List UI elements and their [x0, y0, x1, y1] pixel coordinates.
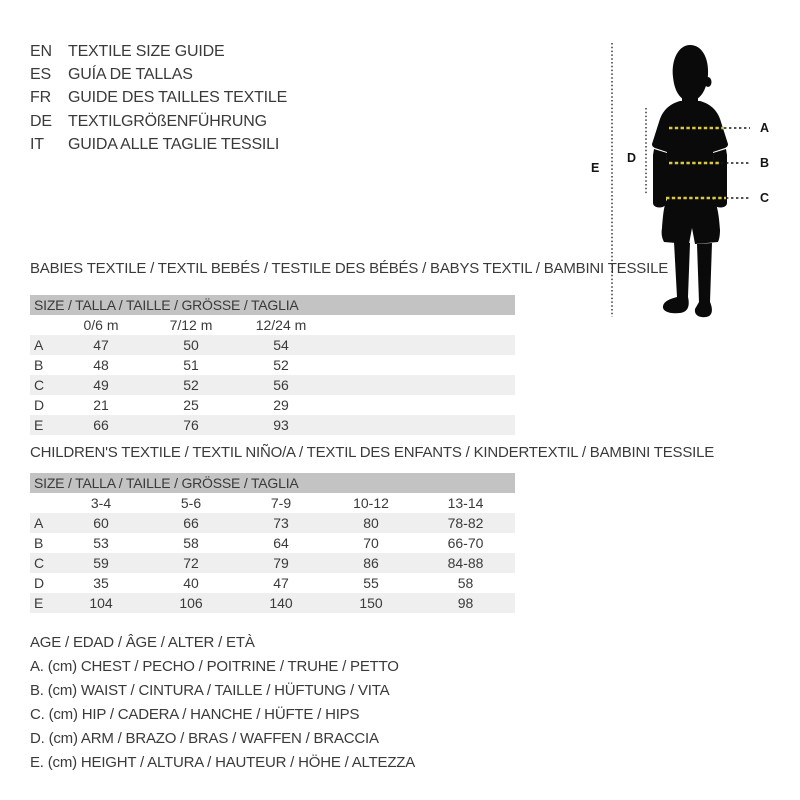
size-value	[416, 375, 515, 395]
row-label: B	[34, 357, 44, 373]
language-code: EN	[30, 42, 52, 60]
language-label: TEXTILGRÖßENFÜHRUNG	[68, 112, 267, 130]
size-value: 98	[457, 595, 474, 611]
size-value: 93	[273, 417, 289, 433]
language-label: TEXTILE SIZE GUIDE	[68, 42, 225, 60]
legend-line: C. (cm) HIP / CADERA / HANCHE / HÜFTE / HIPS	[30, 706, 360, 723]
size-value: 150	[359, 595, 383, 611]
size-value	[416, 395, 515, 415]
size-column-header	[416, 315, 515, 335]
language-label: GUÍA DE TALLAS	[68, 66, 193, 84]
row-label: D	[34, 575, 45, 591]
size-value: 60	[93, 515, 109, 531]
size-value: 35	[93, 575, 109, 591]
size-value: 79	[273, 555, 289, 571]
size-value: 106	[179, 595, 203, 611]
language-code: IT	[30, 136, 44, 154]
size-value: 70	[363, 535, 379, 551]
size-table-header-row	[30, 473, 515, 493]
size-value: 53	[93, 535, 109, 551]
size-column-header: 12/24 m	[255, 317, 307, 333]
table-row	[30, 533, 515, 553]
row-label-spacer	[30, 315, 56, 335]
row-label: B	[34, 535, 44, 551]
size-value	[326, 415, 416, 435]
size-value: 25	[183, 397, 199, 413]
babies-section-title: BABIES TEXTILE / TEXTIL BEBÉS / TESTILE DES BÉBÉS / BABYS TEXTIL / BAMBINI TESSILE	[30, 260, 669, 277]
language-label: GUIDE DES TAILLES TEXTILE	[68, 89, 288, 107]
measurement-figure	[585, 25, 800, 325]
table-row	[30, 553, 515, 573]
legend-line: B. (cm) WAIST / CINTURA / TAILLE / HÜFTUNG / VITA	[30, 682, 390, 699]
table-row	[30, 375, 515, 395]
size-value: 48	[93, 357, 109, 373]
table-row	[30, 415, 515, 435]
language-item	[30, 87, 287, 110]
size-value	[326, 335, 416, 355]
size-column-header	[326, 315, 416, 335]
row-label-spacer	[30, 493, 56, 513]
language-label: GUIDA ALLE TAGLIE TESSILI	[68, 136, 280, 154]
size-value: 55	[363, 575, 379, 591]
size-value	[416, 355, 515, 375]
height-label: E	[591, 161, 600, 175]
size-value: 86	[363, 555, 379, 571]
size-table-header: SIZE / TALLA / TAILLE / GRÖSSE / TAGLIA	[30, 473, 515, 493]
size-value: 84-88	[447, 555, 484, 571]
language-item	[30, 63, 287, 86]
size-column-header: 13-14	[447, 495, 484, 511]
row-label: E	[34, 417, 44, 433]
size-value: 66	[183, 515, 199, 531]
row-label: C	[34, 555, 45, 571]
size-column-header: 7/12 m	[169, 317, 213, 333]
size-value: 49	[93, 377, 109, 393]
size-value: 78-82	[447, 515, 484, 531]
size-value: 73	[273, 515, 289, 531]
size-value: 76	[183, 417, 199, 433]
table-row	[30, 355, 515, 375]
size-column-header-row	[30, 315, 515, 335]
table-row	[30, 335, 515, 355]
size-value: 52	[183, 377, 199, 393]
legend-line: D. (cm) ARM / BRAZO / BRAS / WAFFEN / BRACCIA	[30, 730, 379, 747]
size-value	[416, 335, 515, 355]
size-value: 66	[93, 417, 109, 433]
language-code: DE	[30, 112, 52, 130]
language-item	[30, 110, 287, 133]
size-value: 80	[363, 515, 379, 531]
size-value: 58	[457, 575, 474, 591]
size-column-header: 3-4	[90, 495, 112, 511]
chest-label: A	[760, 121, 770, 135]
size-value: 64	[273, 535, 289, 551]
row-label: A	[34, 515, 44, 531]
children-size-table	[30, 473, 515, 613]
size-value: 58	[183, 535, 199, 551]
legend-line: E. (cm) HEIGHT / ALTURA / HAUTEUR / HÖHE / ALTEZZA	[30, 754, 416, 771]
row-label: C	[34, 377, 45, 393]
row-label: D	[34, 397, 45, 413]
language-list	[30, 40, 287, 157]
language-item	[30, 40, 287, 63]
measurement-legend	[30, 631, 415, 775]
size-table-header: SIZE / TALLA / TAILLE / GRÖSSE / TAGLIA	[30, 295, 515, 315]
size-value	[416, 415, 515, 435]
hip-label: C	[760, 191, 770, 205]
size-column-header: 10-12	[353, 495, 389, 511]
size-column-header-row	[30, 493, 515, 513]
table-row	[30, 573, 515, 593]
size-value: 51	[183, 357, 199, 373]
size-value: 47	[93, 337, 109, 353]
legend-line: AGE / EDAD / ÂGE / ALTER / ETÀ	[30, 634, 255, 651]
language-code: FR	[30, 89, 51, 107]
table-row	[30, 593, 515, 613]
size-value: 21	[93, 397, 109, 413]
size-column-header: 5-6	[180, 495, 202, 511]
size-value: 47	[273, 575, 289, 591]
size-value: 54	[273, 337, 289, 353]
size-value	[326, 375, 416, 395]
size-value	[326, 395, 416, 415]
table-row	[30, 395, 515, 415]
size-value: 72	[183, 555, 199, 571]
size-value: 29	[273, 397, 289, 413]
size-value: 59	[93, 555, 109, 571]
size-column-header: 0/6 m	[83, 317, 119, 333]
size-value: 140	[269, 595, 293, 611]
size-column-header: 7-9	[270, 495, 292, 511]
arm-label: D	[627, 151, 637, 165]
size-value: 104	[89, 595, 113, 611]
size-value: 66-70	[447, 535, 484, 551]
size-value: 52	[273, 357, 289, 373]
legend-line: A. (cm) CHEST / PECHO / POITRINE / TRUHE / PETTO	[30, 658, 399, 675]
size-value: 40	[183, 575, 199, 591]
size-value	[326, 355, 416, 375]
row-label: A	[34, 337, 44, 353]
row-label: E	[34, 595, 44, 611]
size-table-header-row	[30, 295, 515, 315]
language-code: ES	[30, 66, 51, 84]
size-value: 56	[273, 377, 289, 393]
waist-label: B	[760, 156, 770, 170]
children-section-title: CHILDREN'S TEXTILE / TEXTIL NIÑO/A / TEXTIL DES ENFANTS / KINDERTEXTIL / BAMBINI TESSILE	[30, 444, 715, 461]
size-value: 50	[183, 337, 199, 353]
table-row	[30, 513, 515, 533]
language-item	[30, 134, 287, 157]
babies-size-table	[30, 295, 515, 435]
